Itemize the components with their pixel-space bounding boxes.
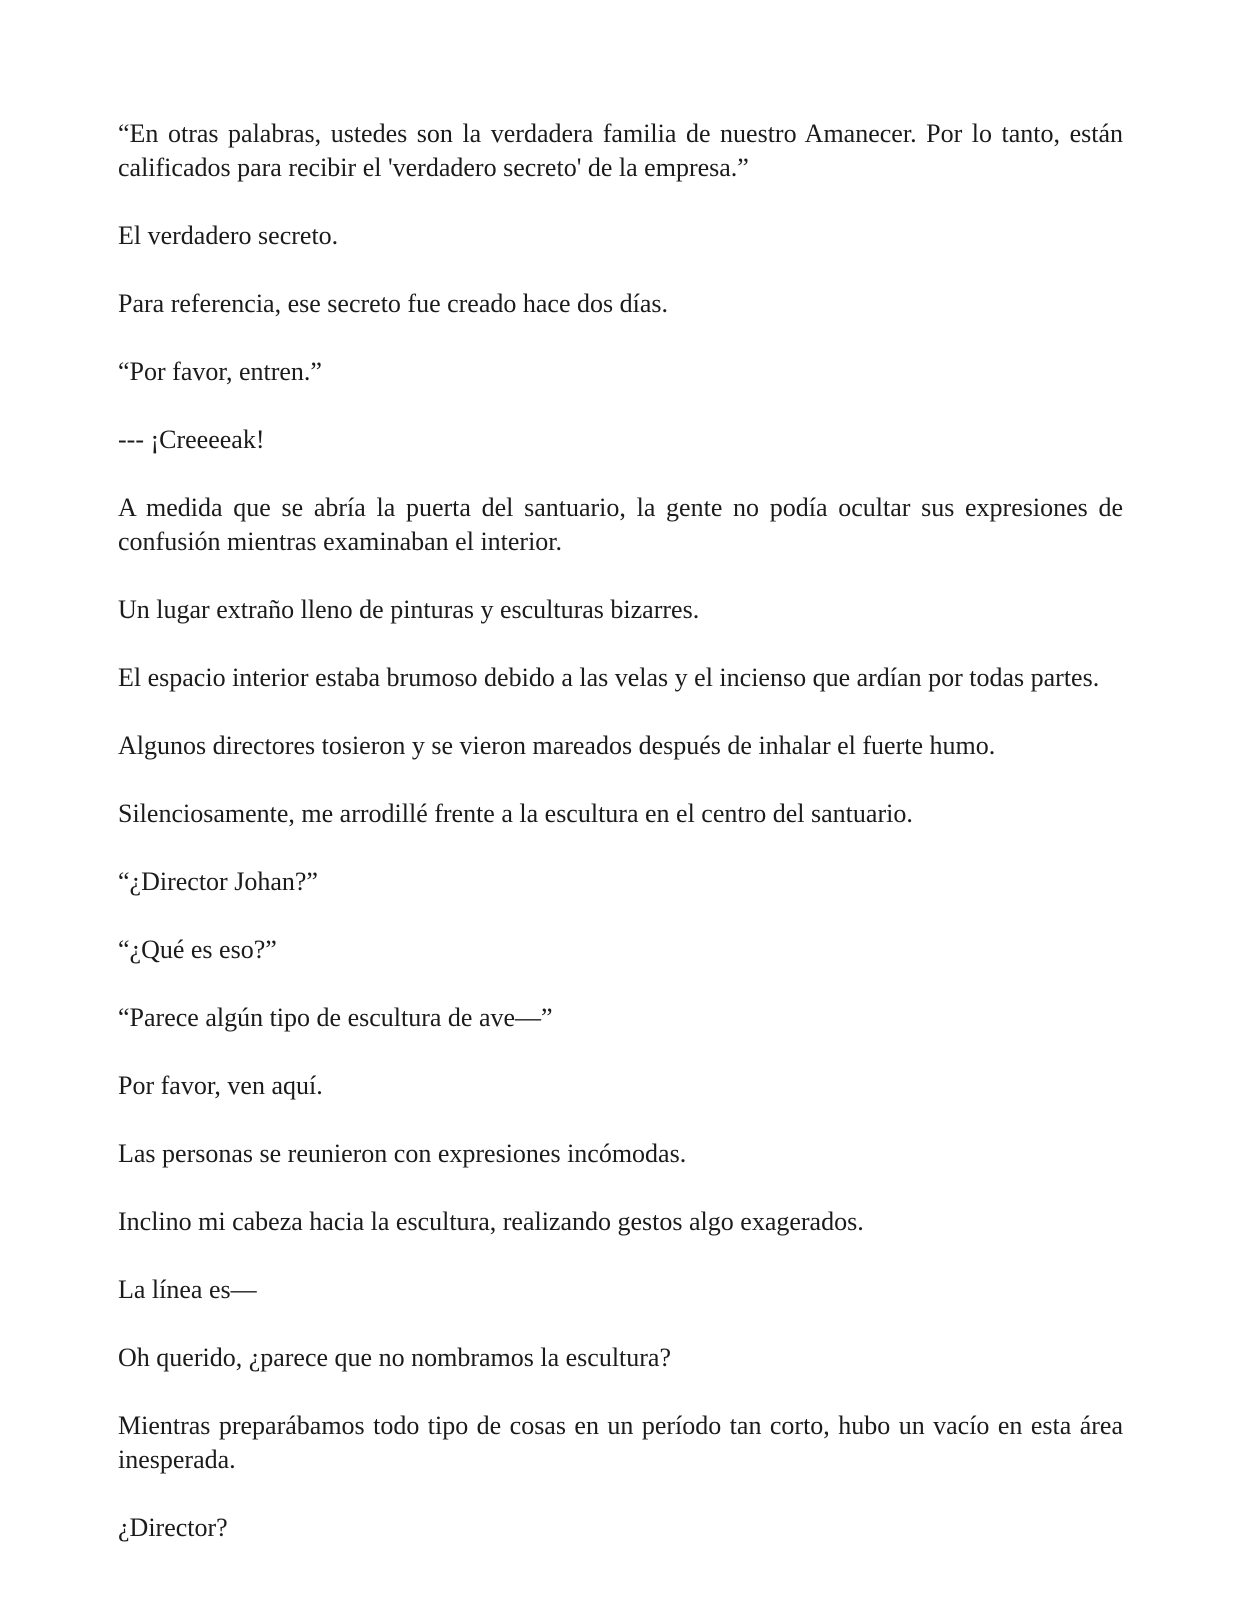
- paragraph-7: Un lugar extraño lleno de pinturas y esculturas bizarres.: [118, 595, 700, 624]
- paragraph-3: Para referencia, ese secreto fue creado hace dos días.: [118, 289, 669, 318]
- paragraph-6: A medida que se abría la puerta del santuario, la gente no podía ocultar sus expresiones de confusión mientras examinaban el interior.: [118, 493, 1123, 556]
- paragraph-13: “Parece algún tipo de escultura de ave—”: [118, 1003, 553, 1032]
- paragraph-19: Mientras preparábamos todo tipo de cosas en un período tan corto, hubo un vacío en esta área inesperada.: [118, 1411, 1123, 1474]
- paragraph-4: “Por favor, entren.”: [118, 357, 322, 386]
- paragraph-17: La línea es—: [118, 1275, 257, 1304]
- paragraph-10: Silenciosamente, me arrodillé frente a la escultura en el centro del santuario.: [118, 799, 913, 828]
- paragraph-18: Oh querido, ¿parece que no nombramos la escultura?: [118, 1343, 672, 1372]
- paragraph-16: Inclino mi cabeza hacia la escultura, realizando gestos algo exagerados.: [118, 1207, 864, 1236]
- paragraph-2: El verdadero secreto.: [118, 221, 339, 250]
- paragraph-20: ¿Director?: [118, 1513, 228, 1542]
- paragraph-14: Por favor, ven aquí.: [118, 1071, 323, 1100]
- paragraph-15: Las personas se reunieron con expresiones incómodas.: [118, 1139, 687, 1168]
- document-page: [118, 117, 1123, 1579]
- paragraph-9: Algunos directores tosieron y se vieron mareados después de inhalar el fuerte humo.: [118, 731, 996, 760]
- paragraph-8: El espacio interior estaba brumoso debido a las velas y el incienso que ardían por todas partes.: [118, 663, 1100, 692]
- paragraph-12: “¿Qué es eso?”: [118, 935, 277, 964]
- paragraph-5: --- ¡Creeeeak!: [118, 425, 265, 454]
- paragraph-1: “En otras palabras, ustedes son la verdadera familia de nuestro Amanecer. Por lo tanto, están calificados para recibir el 'verdadero secreto' de la empresa.”: [118, 119, 1123, 182]
- paragraph-11: “¿Director Johan?”: [118, 867, 318, 896]
